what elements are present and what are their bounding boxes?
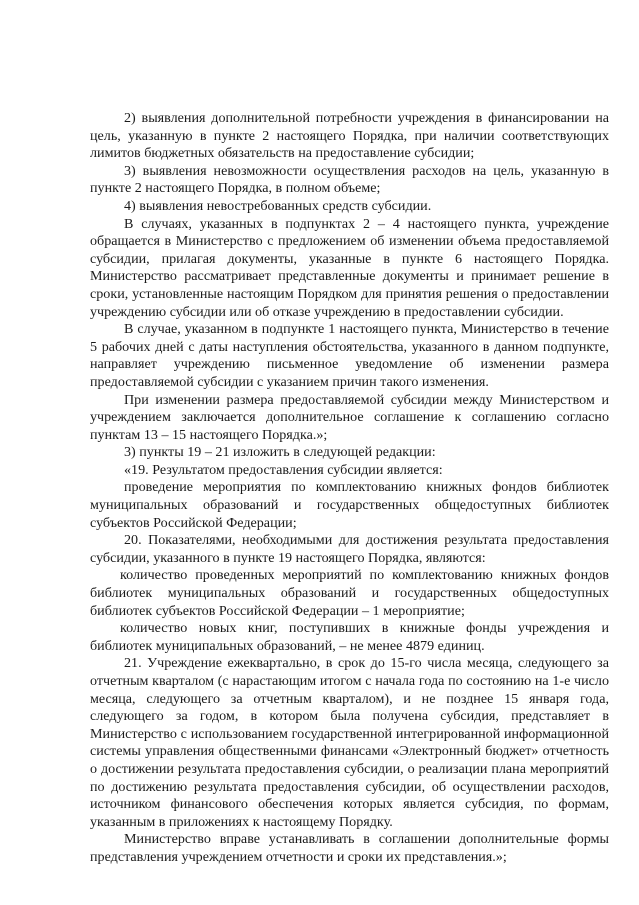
paragraph-21: 21. Учреждение ежеквартально, в срок до 15-го числа месяца, следующего за отчетным кварталом (с нарастающим итогом с начала года по состоянию на 1-е число месяца, следующего за отчетным кварталом), и не позднее 15 января года, следующего за годом, в котором была получена субсидия, представляет в Министерство с использованием государственной интегрированной информационной системы управления общественными финансами «Электронный бюджет» отчетность о достижении результата предоставления субсидии, о реализации плана мероприятий по достижению результата предоставления субсидии, об осуществлении расходов, источником финансового обеспечения которых является субсидия, по формам, указанным в приложениях к настоящему Порядку.: [90, 655, 609, 830]
paragraph-amend-19-21: 3) пункты 19 – 21 изложить в следующей редакции:: [124, 444, 436, 461]
paragraph-item-2: 2) выявления дополнительной потребности учреждения в финансировании на цель, указанную в пункте 2 настоящего Порядка, при наличии соответствующих лимитов бюджетных обязательств на предоставление субсидии;: [90, 110, 609, 162]
paragraph-cases-2-4: В случаях, указанных в подпунктах 2 – 4 настоящего пункта, учреждение обращается в Министерство с предложением об изменении объема предоставляемой субсидии, прилагая документы, указанные в пункте 6 настоящего Порядка. Министерство рассматривает представленные документы и принимает решение в сроки, установленные настоящим Порядком для принятия решения о предоставлении учреждению субсидии или об отказе учреждению в предоставлении субсидии.: [90, 215, 609, 320]
paragraph-20-books: количество новых книг, поступивших в книжные фонды учреждения и библиотек муниципальных образований, – не менее 4879 единиц.: [90, 620, 609, 654]
paragraph-size-change: При изменении размера предоставляемой субсидии между Министерством и учреждением заключается дополнительное соглашение к соглашению согласно пунктам 13 – 15 настоящего Порядка.»;: [90, 391, 609, 443]
paragraph-19-result: проведение мероприятия по комплектованию книжных фондов библиотек муниципальных образований и государственных общедоступных библиотек субъектов Российской Федерации;: [90, 479, 609, 531]
paragraph-item-4: 4) выявления невостребованных средств субсидии.: [124, 197, 432, 214]
paragraph-20: 20. Показателями, необходимыми для достижения результата предоставления субсидии, указанного в пункте 19 настоящего Порядка, являются:: [90, 532, 609, 566]
paragraph-case-1: В случае, указанном в подпункте 1 настоящего пункта, Министерство в течение 5 рабочих дней с даты наступления обстоятельства, указанного в данном подпункте, направляет учреждению письменное уведомление об изменении размера предоставляемой субсидии с указанием причин такого изменения.: [90, 321, 609, 390]
paragraph-19-title: «19. Результатом предоставления субсидии является:: [124, 461, 443, 478]
paragraph-21-forms: Министерство вправе устанавливать в соглашении дополнительные формы представления учреждением отчетности и сроки их представления.»;: [90, 831, 609, 865]
paragraph-20-events: количество проведенных мероприятий по комплектованию книжных фондов библиотек муниципальных образований и государственных общедоступных библиотек субъектов Российской Федерации – 1 мероприятие;: [90, 567, 609, 619]
paragraph-item-3: 3) выявления невозможности осуществления расходов на цель, указанную в пункте 2 настоящего Порядка, в полном объеме;: [90, 162, 609, 197]
